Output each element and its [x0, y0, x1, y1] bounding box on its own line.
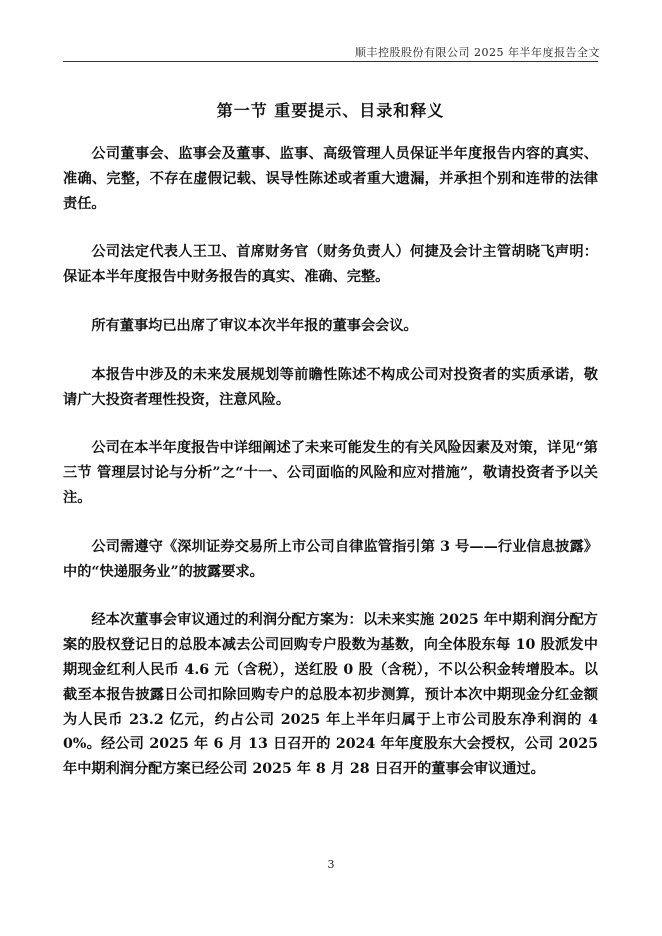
section-title: 第一节 重要提示、目录和释义 — [216, 101, 445, 120]
header-divider — [63, 61, 598, 62]
paragraph-board-guarantee: 公司董事会、监事会及董事、监事、高级管理人员保证半年度报告内容的真实、准确、完整，不存在虚假记载、误导性陈述或者重大遗漏，并承担个别和连带的法律责任。 — [63, 146, 598, 212]
paragraph-directors-attendance: 所有董事均已出席了审议本次半年报的董事会会议。 — [91, 317, 418, 334]
paragraph-profit-distribution: 经本次董事会审议通过的利润分配方案为：以未来实施 2025 年中期利润分配方案的股权登记日的总股本减去公司回购专户股数为基数，向全体股东每 10 股派发中期现金红利人民币 4.6 元（含税），送红股 0 股（含税），不以公积金转增股本。以截至本报告披露日公司扣除回购专户的总股本初步测算，预计本次中期现金分红金额为人民币 23.2 亿元，约占公司 2025 年上半年归属于上市公司股东净利润的 40%。经公司 2025 年 6 月 13 日召开的 2024 年年度股东大会授权，公司 2025 年中期利润分配方案已经公司 2025 年 8 月 28 日召开的董事会审议通过。 — [63, 612, 598, 778]
paragraph-officers-statement: 公司法定代表人王卫、首席财务官（财务负责人）何捷及会计主管胡晓飞声明：保证本半年度报告中财务报告的真实、准确、完整。 — [63, 244, 598, 286]
paragraph-risk-factors: 公司在本半年度报告中详细阐述了未来可能发生的有关风险因素及对策，详见“第三节 管理层讨论与分析”之“十一、公司面临的风险和应对措施”，敬请投资者予以关注。 — [63, 440, 598, 506]
document-body — [63, 142, 598, 806]
page-number: 3 — [327, 858, 335, 871]
paragraph-forward-looking: 本报告中涉及的未来发展规划等前瞻性陈述不构成公司对投资者的实质承诺，敬请广大投资者理性投资，注意风险。 — [63, 366, 598, 408]
paragraph-disclosure-requirements: 公司需遵守《深圳证券交易所上市公司自律监管指引第 3 号——行业信息披露》中的“快递服务业”的披露要求。 — [63, 538, 598, 580]
running-header: 顺丰控股股份有限公司 2025 年半年度报告全文 — [355, 46, 600, 59]
